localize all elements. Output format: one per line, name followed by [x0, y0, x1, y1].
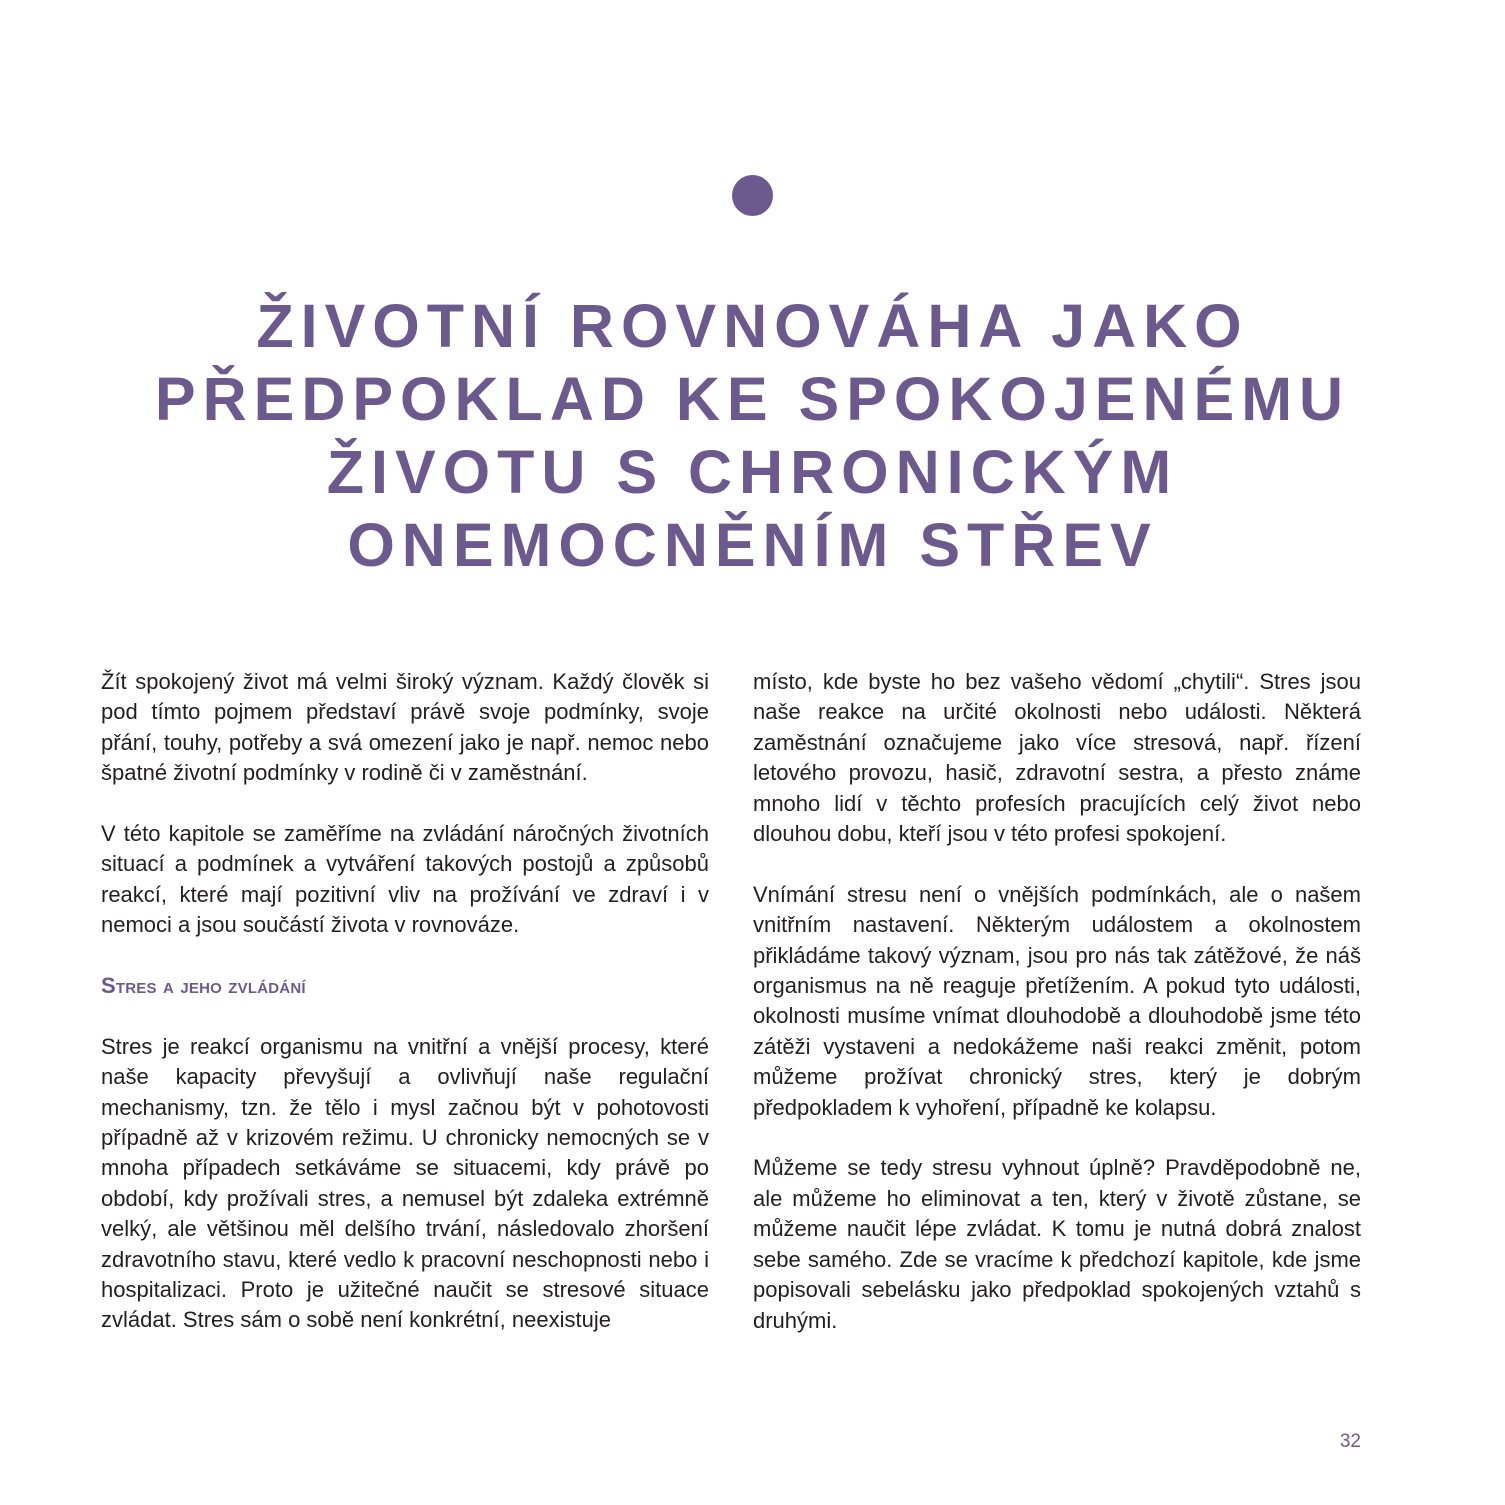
- paragraph-stress-reactions: místo, kde byste ho bez vašeho vědomí „chytili“. Stres jsou naše reakce na určité okolnosti nebo události. Některá zaměstnání označujeme jako více stresová, např. řízení letového provozu, hasič, zdravotní sestra, a přesto známe mnoho lidí v těchto profesích pracujících celý život nebo dlouhou dobu, kteří jsou v této profesi spokojení.: [753, 669, 1361, 847]
- page-number: 32: [1339, 1431, 1361, 1452]
- chapter-title-line-1: ŽIVOTNÍ ROVNOVÁHA JAKO: [256, 292, 1249, 360]
- paragraph-chapter-focus: V této kapitole se zaměříme na zvládání náročných životních situací a podmínek a vytváření takových postojů a způsobů reakcí, které mají pozitivní vliv na prožívání ve zdraví i v nemoci a jsou součástí života v rovnováze.: [101, 821, 709, 938]
- chapter-title: [80, 290, 1425, 582]
- chapter-title-line-3: ŽIVOTU S CHRONICKÝM: [326, 438, 1179, 506]
- chapter-title-line-4: ONEMOCNĚNÍM STŘEV: [347, 511, 1158, 579]
- paragraph-stress-definition: Stres je reakcí organismu na vnitřní a vnější procesy, které naše kapacity převyšují a ovlivňují naše regulační mechanismy, tzn. že tělo i mysl začnou být v pohotovosti případně až v krizovém režimu. U chronicky nemocných se v mnoha případech setkáváme se situacemi, kdy právě po období, kdy prožívali stres, a nemusel být zdaleka extrémně velký, ale většinou měl delšího trvání, následovalo zhoršení zdravotního stavu, které vedlo k pracovní neschopnosti nebo i hospitalizaci. Proto je užitečné naučit se stresové situace zvládat. Stres sám o sobě není konkrétní, neexistuje: [101, 1033, 709, 1333]
- paragraph-avoid-stress: Můžeme se tedy stresu vyhnout úplně? Pravděpodobně ne, ale můžeme ho eliminovat a ten, který v životě zůstane, se můžeme naučit lépe zvládat. K tomu je nutná dobrá znalost sebe samého. Zde se vracíme k předchozí kapitole, kde jsme popisovali sebelásku jako předpoklad spokojených vztahů s druhými.: [753, 1155, 1361, 1333]
- paragraph-intro: Žít spokojený život má velmi široký význam. Každý člověk si pod tímto pojmem představí právě svoje podmínky, svoje přání, touhy, potřeby a svá omezení jako je např. nemoc nebo špatné životní podmínky v rodině či v zaměstnání.: [101, 669, 709, 786]
- section-subheading: Stres a jeho zvládání: [101, 973, 306, 999]
- paragraph-stress-perception: Vnímání stresu není o vnějších podmínkách, ale o našem vnitřním nastavení. Některým událostem a okolnostem přikládáme takový význam, jsou pro nás tak zátěžové, že náš organismus na ně reaguje přetížením. A pokud tyto události, okolnosti musíme vnímat dlouhodobě a dlouhodobě jsme této zátěži vystaveni a nedokážeme naši reakci změnit, potom můžeme prožívat chronický stres, který je dobrým předpokladem k vyhoření, případně ke kolapsu.: [753, 881, 1361, 1120]
- left-text-column: [101, 667, 709, 1336]
- chapter-title-line-2: PŘEDPOKLAD KE SPOKOJENÉMU: [154, 365, 1351, 433]
- right-text-column: [753, 667, 1361, 1336]
- decorative-dot-icon: [732, 175, 773, 216]
